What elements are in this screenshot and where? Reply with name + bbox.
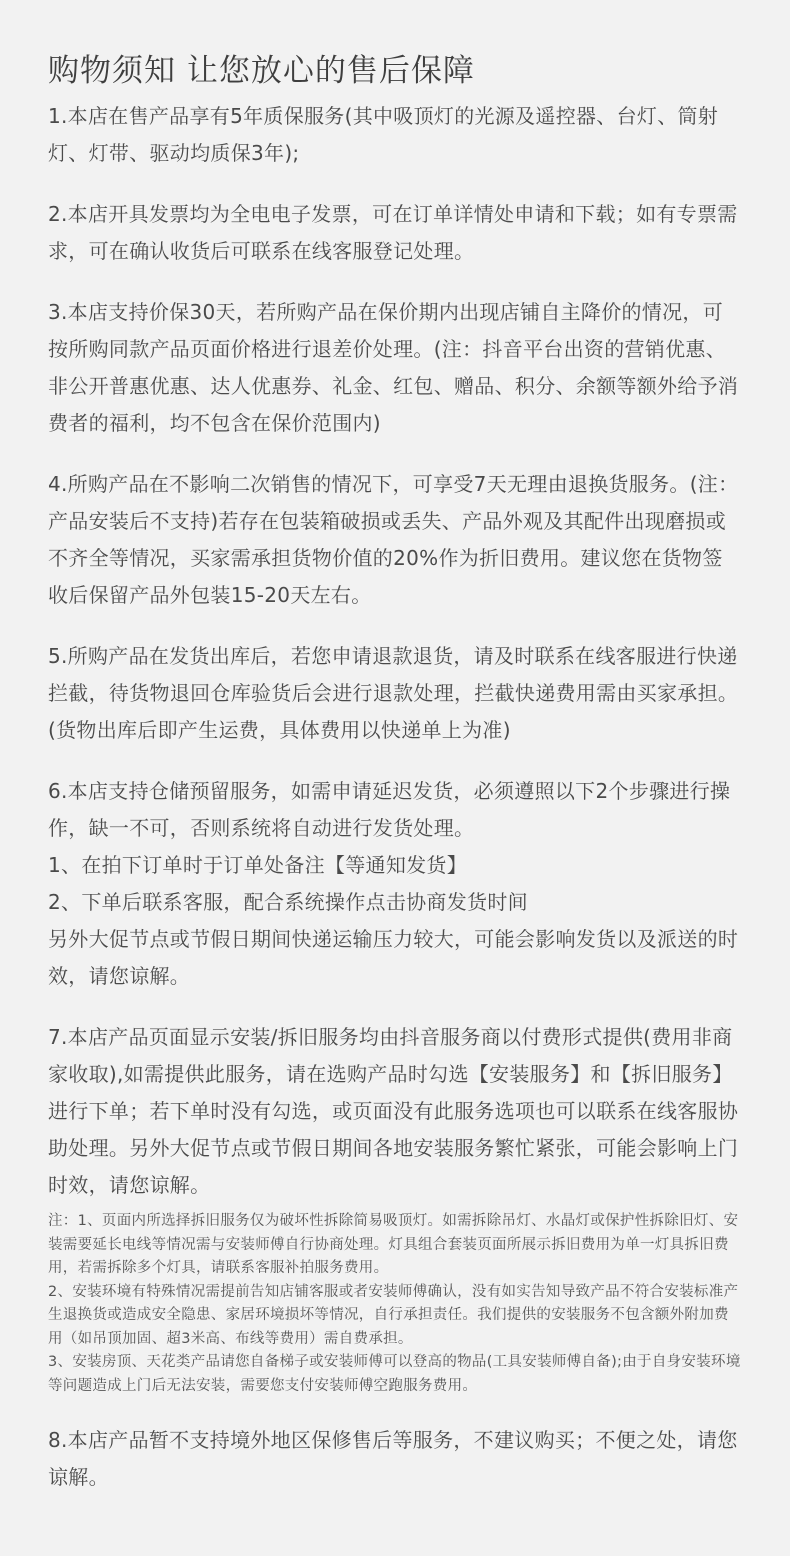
policy-section-7 xyxy=(48,1019,742,1398)
section-text: 6.本店支持仓储预留服务，如需申请延迟发货，必须遵照以下2个步骤进行操作，缺一不可，否则系统将自动进行发货处理。 xyxy=(48,779,731,840)
policy-section-4 xyxy=(48,466,742,614)
step-two: 2、下单后联系客服，配合系统操作点击协商发货时间 xyxy=(48,890,528,914)
policy-section-6 xyxy=(48,773,742,995)
page-title: 购物须知 让您放心的售后保障 xyxy=(48,53,475,89)
install-notes xyxy=(48,1210,742,1398)
section-text: 7.本店产品页面显示安装/拆旧服务均由抖音服务商以付费形式提供(费用非商家收取),如需提供此服务，请在选购产品时勾选【安装服务】和【拆旧服务】进行下单；若下单时没有勾选，或页面没有此服务选项也可以联系在线客服协助处理。另外大促节点或节假日期间各地安装服务繁忙紧张，可能会影响上门时效，请您谅解。 xyxy=(48,1025,739,1197)
policy-section-5 xyxy=(48,638,742,749)
policy-section-8 xyxy=(48,1422,742,1496)
policy-section-1 xyxy=(48,98,742,172)
section-text: 1.本店在售产品享有5年质保服务(其中吸顶灯的光源及遥控器、台灯、筒射灯、灯带、驱动均质保3年); xyxy=(48,104,719,165)
policy-section-3 xyxy=(48,294,742,442)
note-item-3: 3、安装房顶、天花类产品请您自备梯子或安装师傅可以登高的物品(工具安装师傅自备);由于自身安装环境等问题造成上门后无法安装，需要您支付安装师傅空跑服务费用。 xyxy=(48,1354,741,1394)
step-one: 1、在拍下订单时于订单处备注【等通知发货】 xyxy=(48,853,468,877)
section-text: 5.所购产品在发货出库后，若您申请退款退货，请及时联系在线客服进行快递拦截，待货物退回仓库验货后会进行退款处理，拦截快递费用需由买家承担。(货物出库后即产生运费，具体费用以快递单上为准) xyxy=(48,644,739,742)
note-item-1: 注：1、页面内所选择拆旧服务仅为破坏性拆除简易吸顶灯。如需拆除吊灯、水晶灯或保护性拆除旧灯、安装需要延长电线等情况需与安装师傅自行协商处理。灯具组合套装页面所展示拆旧费用为单一灯具拆旧费用，若需拆除多个灯具，请联系客服补拍服务费用。 xyxy=(48,1213,739,1276)
section-remark: 另外大促节点或节假日期间快递运输压力较大，可能会影响发货以及派送的时效，请您谅解。 xyxy=(48,927,739,988)
section-text: 2.本店开具发票均为全电电子发票，可在订单详情处申请和下载；如有专票需求，可在确认收货后可联系在线客服登记处理。 xyxy=(48,202,738,263)
section-text: 8.本店产品暂不支持境外地区保修售后等服务，不建议购买；不便之处，请您谅解。 xyxy=(48,1428,738,1489)
section-text: 4.所购产品在不影响二次销售的情况下，可享受7天无理由退换货服务。(注：产品安装后不支持)若存在包装箱破损或丢失、产品外观及其配件出现磨损或不齐全等情况，买家需承担货物价值的20%作为折旧费用。建议您在货物签收后保留产品外包装15-20天左右。 xyxy=(48,472,739,607)
section-text: 3.本店支持价保30天，若所购产品在保价期内出现店铺自主降价的情况，可按所购同款产品页面价格进行退差价处理。(注：抖音平台出资的营销优惠、非公开普惠优惠、达人优惠券、礼金、红包、赠品、积分、余额等额外给予消费者的福利，均不包含在保价范围内) xyxy=(48,300,739,435)
note-item-2: 2、安装环境有特殊情况需提前告知店铺客服或者安装师傅确认，没有如实告知导致产品不符合安装标准产生退换货或造成安全隐患、家居环境损坏等情况，自行承担责任。我们提供的安装服务不包含额外附加费用（如吊顶加固、超3米高、布线等费用）需自费承担。 xyxy=(48,1283,739,1347)
policy-section-2 xyxy=(48,196,742,270)
